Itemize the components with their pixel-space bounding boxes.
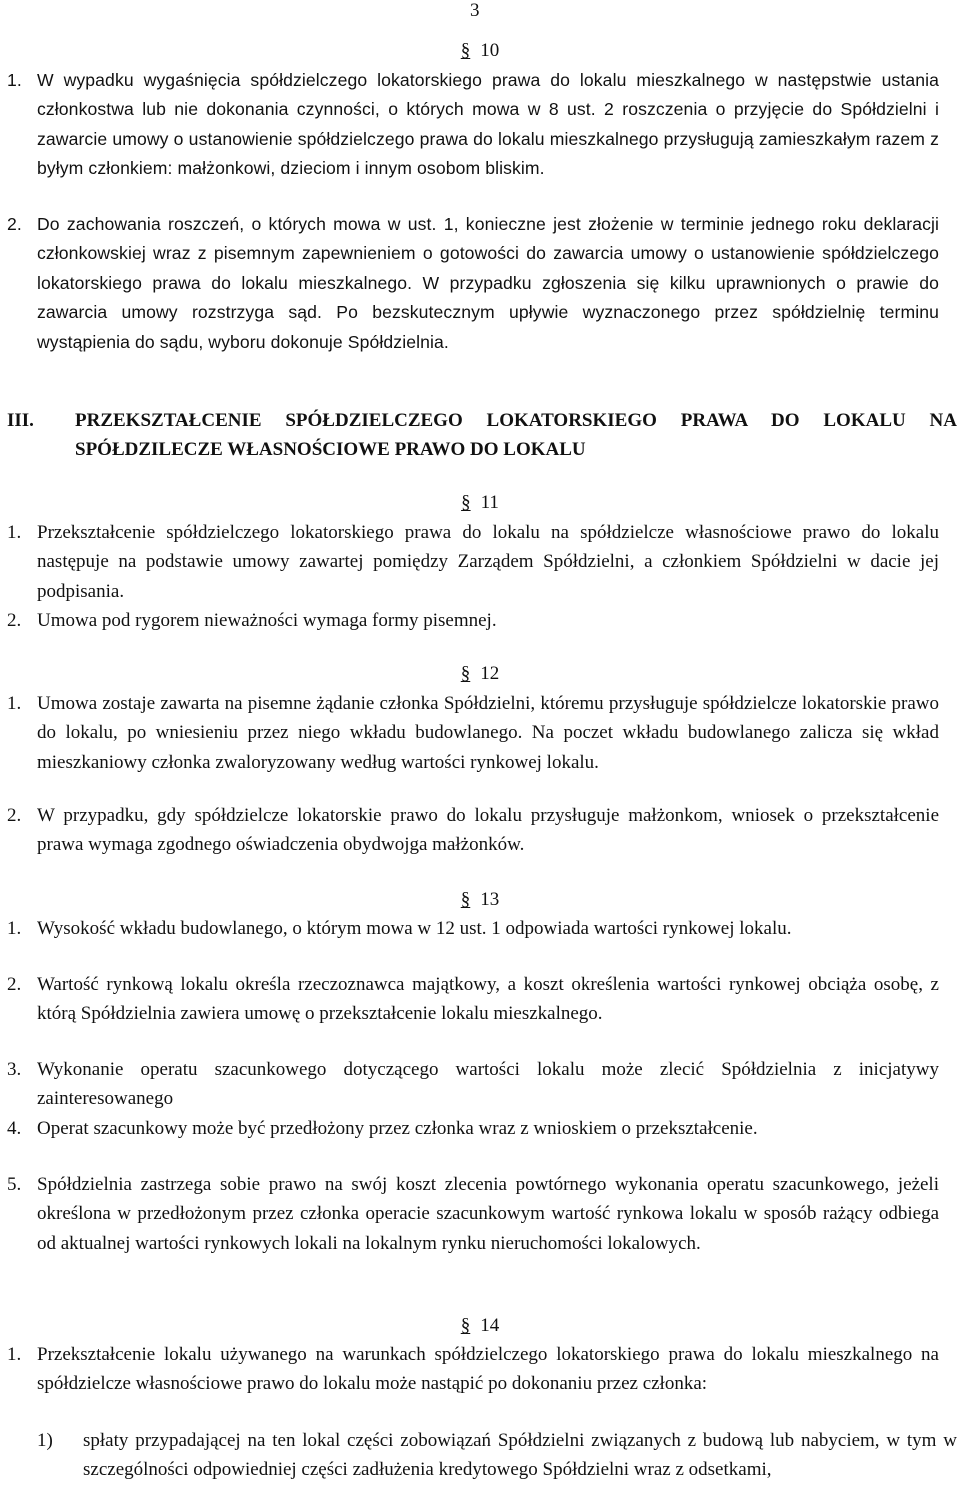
paragraph-heading-13 — [0, 889, 960, 911]
item-text: Umowa zostaje zawarta na pisemne żądanie członka Spółdzielni, któremu przysługuje spółdzielcze lokatorskie prawo do lokalu, po wniesieniu przez niego wkładu budowlanego. Na poczet wkładu budowlanego zalicza się wkład mieszkaniowy członka zwaloryzowany według wartości rynkowej lokalu. — [37, 693, 939, 773]
item-number: 2. — [7, 610, 22, 631]
item-number: 3. — [7, 1059, 22, 1080]
paragraph-13-item-5 — [7, 1170, 939, 1258]
paragraph-10-item-2 — [7, 210, 939, 357]
item-number: 2. — [7, 214, 22, 234]
paragraph-12-item-1 — [7, 689, 939, 777]
paragraph-14-subitem-1 — [37, 1426, 957, 1485]
paragraph-11-item-1 — [7, 518, 939, 606]
item-text: Do zachowania roszczeń, o których mowa w ust. 1, konieczne jest złożenie w terminie jednego roku deklaracji członkowskiej wraz z pisemnym zapewnieniem o gotowości do zawarcia umowy o ustanowienie spółdzielczego lokatorskiego prawa do lokalu mieszkalnego. W przypadku zgłoszenia się kilku uprawnionych o prawie do zawarcia umowy rozstrzyga sąd. Po bezskutecznym upływie wyznaczonego przez spółdzielnię terminu wystąpienia do sądu, wyboru dokonuje Spółdzielnia. — [37, 214, 939, 352]
paragraph-10-item-1 — [7, 66, 939, 184]
paragraph-heading-11 — [0, 492, 960, 514]
paragraph-13-item-2 — [7, 970, 939, 1029]
item-number: 1. — [7, 693, 22, 714]
paragraph-heading-10 — [0, 40, 960, 62]
item-number: 1. — [7, 1344, 22, 1365]
item-number: 2. — [7, 805, 22, 826]
item-text: Przekształcenie spółdzielczego lokatorskiego prawa do lokalu na spółdzielcze własnościowe prawo do lokalu następuje na podstawie umowy zawartej pomiędzy Zarządem Spółdzielni, a członkiem Spółdzielni w dacie jej podpisania. — [37, 522, 939, 602]
item-text: Przekształcenie lokalu używanego na warunkach spółdzielczego lokatorskiego prawa do lokalu mieszkalnego na spółdzielcze własnościowe prawo do lokalu może nastąpić po dokonaniu przez członka: — [37, 1344, 939, 1395]
paragraph-13-item-3 — [7, 1055, 939, 1114]
paragraph-13-item-4 — [7, 1114, 939, 1143]
paragraph-number: 11 — [480, 492, 499, 513]
paragraph-14-item-1 — [7, 1340, 939, 1399]
paragraph-11-item-2 — [7, 606, 939, 635]
section-sign: § — [460, 40, 471, 61]
item-number: 1. — [7, 918, 22, 939]
item-text: Wykonanie operatu szacunkowego dotyczącego wartości lokalu może zlecić Spółdzielnia z inicjatywy zainteresowanego — [37, 1059, 939, 1110]
item-number: 4. — [7, 1118, 22, 1139]
section-roman-numeral: III. — [7, 410, 34, 431]
item-number: 2. — [7, 974, 22, 995]
paragraph-13-item-1 — [7, 914, 939, 943]
item-text: Wartość rynkową lokalu określa rzeczoznawca majątkowy, a koszt określenia wartości rynkowej obciąża osobę, z którą Spółdzielnia zawiera umowę o przekształcenie lokalu mieszkalnego. — [37, 974, 939, 1025]
section-title — [7, 406, 957, 464]
item-text: Spółdzielnia zastrzega sobie prawo na swój koszt zlecenia powtórnego wykonania operatu szacunkowego, jeżeli określona w przedłożonym przez członka operacie szacunkowym wartość rynkowa lokalu w sposób rażący odbiega od aktualnej wartości rynkowych lokali na lokalnym rynku nieruchomości lokalowych. — [37, 1174, 939, 1254]
item-text: Operat szacunkowy może być przedłożony przez członka wraz z wnioskiem o przekształcenie. — [37, 1118, 758, 1139]
item-text: W wypadku wygaśnięcia spółdzielczego lokatorskiego prawa do lokalu mieszkalnego w następstwie ustania członkostwa lub nie dokonania czynności, o których mowa w 8 ust. 2 roszczenia o przyjęcie do Spółdzielni i zawarcie umowy o ustanowienie spółdzielczego prawa do lokalu mieszkalnego przysługują zamieszkałym razem z byłym członkiem: małżonkowi, dzieciom i innym osobom bliskim. — [37, 70, 939, 179]
page-number: 3 — [470, 0, 480, 21]
paragraph-heading-12 — [0, 663, 960, 685]
paragraph-number: 12 — [480, 663, 500, 684]
item-text: Wysokość wkładu budowlanego, o którym mowa w 12 ust. 1 odpowiada wartości rynkowej lokalu. — [37, 918, 792, 939]
section-sign: § — [461, 492, 471, 513]
item-number: 1. — [7, 522, 22, 543]
item-text: Umowa pod rygorem nieważności wymaga formy pisemnej. — [37, 610, 497, 631]
section-sign: § — [460, 663, 471, 684]
subitem-text: spłaty przypadającej na ten lokal części zobowiązań Spółdzielni związanych z budową lub nabyciem, w tym w szczególności odpowiedniej części zadłużenia kredytowego Spółdzielni wraz z odsetkami, — [83, 1430, 957, 1481]
section-title-text: PRZEKSZTAŁCENIE SPÓŁDZIELCZEGO LOKATORSKIEGO PRAWA DO LOKALU NA SPÓŁDZILECZE WŁASNOŚCIOWE PRAWO DO LOKALU — [75, 410, 957, 460]
paragraph-number: 13 — [480, 889, 500, 910]
section-sign: § — [460, 889, 471, 910]
item-number: 1. — [7, 70, 22, 90]
subitem-number: 1) — [37, 1430, 53, 1451]
paragraph-heading-14 — [0, 1315, 960, 1337]
paragraph-number: 10 — [480, 40, 500, 61]
section-sign: § — [460, 1315, 471, 1336]
paragraph-12-item-2 — [7, 801, 939, 860]
item-number: 5. — [7, 1174, 22, 1195]
item-text: W przypadku, gdy spółdzielcze lokatorskie prawo do lokalu przysługuje małżonkom, wniosek o przekształcenie prawa wymaga zgodnego oświadczenia obydwojga małżonków. — [37, 805, 939, 856]
paragraph-number: 14 — [480, 1315, 500, 1336]
